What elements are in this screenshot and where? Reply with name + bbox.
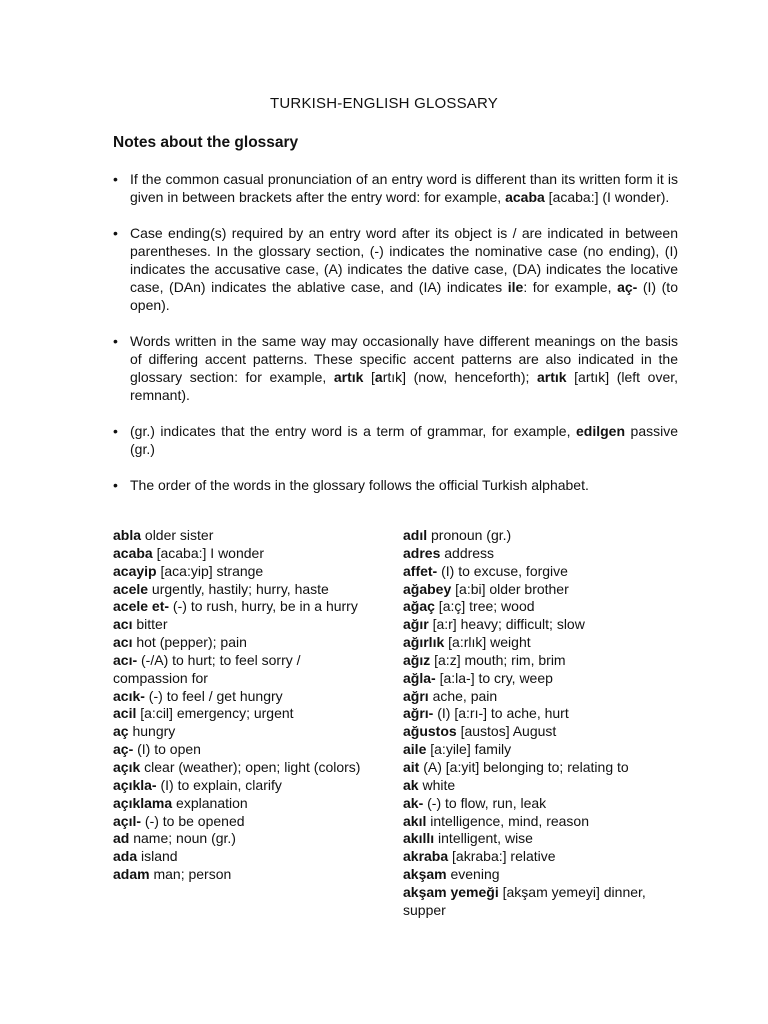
entry-definition: [a:yile] family: [426, 741, 512, 758]
entry-definition: [a:ç] tree; wood: [434, 598, 535, 615]
entry-definition: pronoun (gr.): [427, 527, 512, 543]
entry-definition: [a:z] mouth; rim, brim: [430, 651, 566, 668]
entry-definition: (A) [a:yit] belonging to; relating to: [419, 758, 629, 775]
glossary-entry: [113, 616, 363, 634]
entry-word: ak: [403, 776, 419, 793]
glossary-entry: [113, 830, 363, 848]
glossary-entry: [113, 795, 363, 813]
entry-word: acil: [113, 705, 137, 722]
note-text: The order of the words in the glossary follows the official Turkish alphabet.: [130, 477, 589, 493]
entry-definition: hungry: [128, 723, 176, 740]
entry-word: acele et-: [113, 598, 170, 615]
entry-word: akşam yemeği: [403, 883, 499, 900]
entry-word: acele: [113, 580, 149, 597]
entry-word: acı-: [113, 651, 138, 668]
entry-word: ağız: [403, 651, 431, 668]
entry-word: aç-: [113, 741, 134, 758]
entry-definition: name; noun (gr.): [129, 830, 236, 847]
note-text: (gr.) indicates that the entry word is a term of grammar, for example,: [130, 423, 576, 439]
entry-definition: [acaba:] I wonder: [152, 544, 264, 561]
entry-word: acaba: [113, 544, 153, 561]
glossary-entry: [113, 759, 363, 777]
entry-word: adres: [403, 544, 441, 561]
entry-word: ağırlık: [403, 634, 445, 651]
glossary-column-left: [113, 527, 363, 884]
entry-definition: [aca:yip] strange: [156, 562, 264, 579]
glossary-entry: [403, 545, 683, 563]
note-text: Case ending(s) required by an entry word after its object is / are indicated in between parentheses. In the glossary section, (-) indicates the nominative case (no ending), (I) indicates the accusative case, (A) indicates the dative case, (DA) indicates the locative case, (DAn) indicates the ablative case, and (IA) indicates: [130, 225, 678, 295]
entry-word: akraba: [403, 848, 449, 865]
entry-definition: [a:rlık] weight: [444, 634, 531, 651]
entry-definition: clear (weather); open; light (colors): [140, 758, 361, 775]
entry-word: ağrı-: [403, 705, 434, 722]
entry-word: aile: [403, 741, 427, 758]
entry-word: abla: [113, 527, 142, 543]
glossary-entry: [113, 848, 363, 866]
glossary-entry: [113, 688, 363, 706]
note-item: [113, 224, 678, 314]
entry-definition: [austos] August: [456, 723, 557, 740]
entry-definition: (I) to excuse, forgive: [437, 562, 568, 579]
entry-word: adıl: [403, 527, 428, 543]
note-item: [113, 170, 678, 206]
note-example-word: aç-: [617, 279, 638, 295]
note-text: Words written in the same way may occasionally have different meanings on the basis of differing accent patterns. These specific accent patterns are also indicated in the glossary section: for example,: [130, 333, 678, 385]
entry-word: acayip: [113, 562, 157, 579]
note-example-word: acaba: [505, 189, 545, 205]
note-item: [113, 422, 678, 458]
glossary-column-right: [403, 527, 683, 920]
note-text: : for example,: [523, 279, 618, 295]
glossary-entry: [113, 741, 363, 759]
glossary-entry: [403, 866, 683, 884]
entry-word: akıllı: [403, 830, 435, 847]
glossary-entry: [403, 688, 683, 706]
notes-list: [113, 170, 678, 512]
glossary-entry: [403, 581, 683, 599]
glossary-entry: [113, 634, 363, 652]
entry-word: aç: [113, 723, 129, 740]
entry-definition: older sister: [141, 527, 214, 543]
entry-word: ak-: [403, 794, 424, 811]
glossary-entry: [403, 723, 683, 741]
entry-definition: [akraba:] relative: [448, 848, 556, 865]
glossary-entry: [113, 866, 363, 884]
entry-definition: island: [137, 848, 178, 865]
glossary-entry: [113, 581, 363, 599]
note-text: [: [363, 369, 375, 385]
entry-word: ağrı: [403, 687, 429, 704]
entry-definition: white: [418, 776, 456, 793]
entry-word: ağustos: [403, 723, 457, 740]
entry-word: ad: [113, 830, 130, 847]
glossary-entry: [113, 563, 363, 581]
entry-word: ağır: [403, 616, 429, 633]
entry-word: ağla-: [403, 669, 436, 686]
entry-definition: (I) [a:rı-] to ache, hurt: [433, 705, 569, 722]
entry-definition: (I) to open: [133, 741, 201, 758]
entry-definition: hot (pepper); pain: [132, 634, 247, 651]
glossary-entry: [403, 652, 683, 670]
entry-word: adam: [113, 866, 150, 883]
entry-definition: (-) to be opened: [141, 812, 245, 829]
glossary-entry: [403, 705, 683, 723]
note-example-word: ile: [507, 279, 524, 295]
entry-word: akşam: [403, 866, 447, 883]
entry-definition: (-/A) to hurt; to feel sorry / compassion for: [113, 651, 301, 686]
entry-definition: evening: [446, 866, 500, 883]
note-text: [acaba:] (I wonder).: [544, 189, 670, 205]
entry-definition: (I) to explain, clarify: [156, 776, 282, 793]
glossary-entry: [403, 670, 683, 688]
glossary-entry: [403, 527, 683, 545]
entry-definition: [a:cil] emergency; urgent: [136, 705, 294, 722]
entry-definition: address: [440, 544, 495, 561]
entry-definition: ache, pain: [428, 687, 498, 704]
entry-word: acık-: [113, 687, 145, 704]
entry-definition: [a:r] heavy; difficult; slow: [428, 616, 585, 633]
note-example-word: artık: [333, 369, 364, 385]
glossary-entry: [113, 598, 363, 616]
entry-definition: [akşam yemeyi] dinner, supper: [403, 883, 646, 918]
glossary-entry: [113, 723, 363, 741]
glossary-entry: [113, 527, 363, 545]
glossary-entry: [113, 545, 363, 563]
entry-definition: urgently, hastily; hurry, haste: [148, 580, 329, 597]
entry-definition: (-) to rush, hurry, be in a hurry: [169, 598, 358, 615]
glossary-entry: [403, 741, 683, 759]
entry-definition: (-) to feel / get hungry: [144, 687, 283, 704]
entry-definition: bitter: [132, 616, 168, 633]
glossary-entry: [403, 830, 683, 848]
entry-definition: man; person: [149, 866, 232, 883]
note-example-word: edilgen: [576, 423, 626, 439]
entry-word: açıkla-: [113, 776, 157, 793]
entry-definition: (-) to flow, run, leak: [423, 794, 547, 811]
entry-word: ada: [113, 848, 138, 865]
entry-word: akıl: [403, 812, 427, 829]
glossary-entry: [403, 813, 683, 831]
entry-definition: [a:la-] to cry, weep: [435, 669, 553, 686]
page-title: TURKISH-ENGLISH GLOSSARY: [270, 95, 498, 112]
glossary-entry: [403, 884, 683, 920]
note-example-word: artık: [536, 369, 567, 385]
note-text: passive (gr.): [130, 423, 679, 457]
entry-word: açıl-: [113, 812, 142, 829]
entry-word: acı: [113, 616, 133, 633]
entry-definition: [a:bi] older brother: [451, 580, 569, 597]
glossary-entry: [403, 563, 683, 581]
entry-word: ağabey: [403, 580, 452, 597]
entry-definition: intelligent, wise: [434, 830, 533, 847]
glossary-entry: [403, 777, 683, 795]
glossary-entry: [403, 634, 683, 652]
entry-word: ağaç: [403, 598, 435, 615]
entry-word: açıklama: [113, 794, 173, 811]
entry-word: ait: [403, 758, 420, 775]
entry-word: acı: [113, 634, 133, 651]
note-text: rtık] (now, henceforth);: [382, 369, 537, 385]
glossary-entry: [403, 598, 683, 616]
glossary-entry: [403, 759, 683, 777]
glossary-entry: [113, 777, 363, 795]
glossary-entry: [403, 795, 683, 813]
entry-word: affet-: [403, 562, 438, 579]
entry-word: açık: [113, 758, 141, 775]
glossary-entry: [403, 616, 683, 634]
note-text: If the common casual pronunciation of an entry word is different than its written form it is given in between brackets after the entry word: for example,: [130, 171, 678, 205]
glossary-entry: [113, 813, 363, 831]
entry-definition: intelligence, mind, reason: [426, 812, 590, 829]
note-example-word: a: [374, 369, 383, 385]
note-text: [artık] (left over, remnant).: [130, 369, 679, 403]
notes-heading: Notes about the glossary: [113, 134, 299, 151]
note-item: [113, 476, 678, 494]
note-item: [113, 332, 678, 404]
glossary-entry: [403, 848, 683, 866]
glossary-entry: [113, 705, 363, 723]
glossary-entry: [113, 652, 363, 688]
note-text: (I) (to open).: [130, 279, 678, 313]
entry-definition: explanation: [172, 794, 248, 811]
